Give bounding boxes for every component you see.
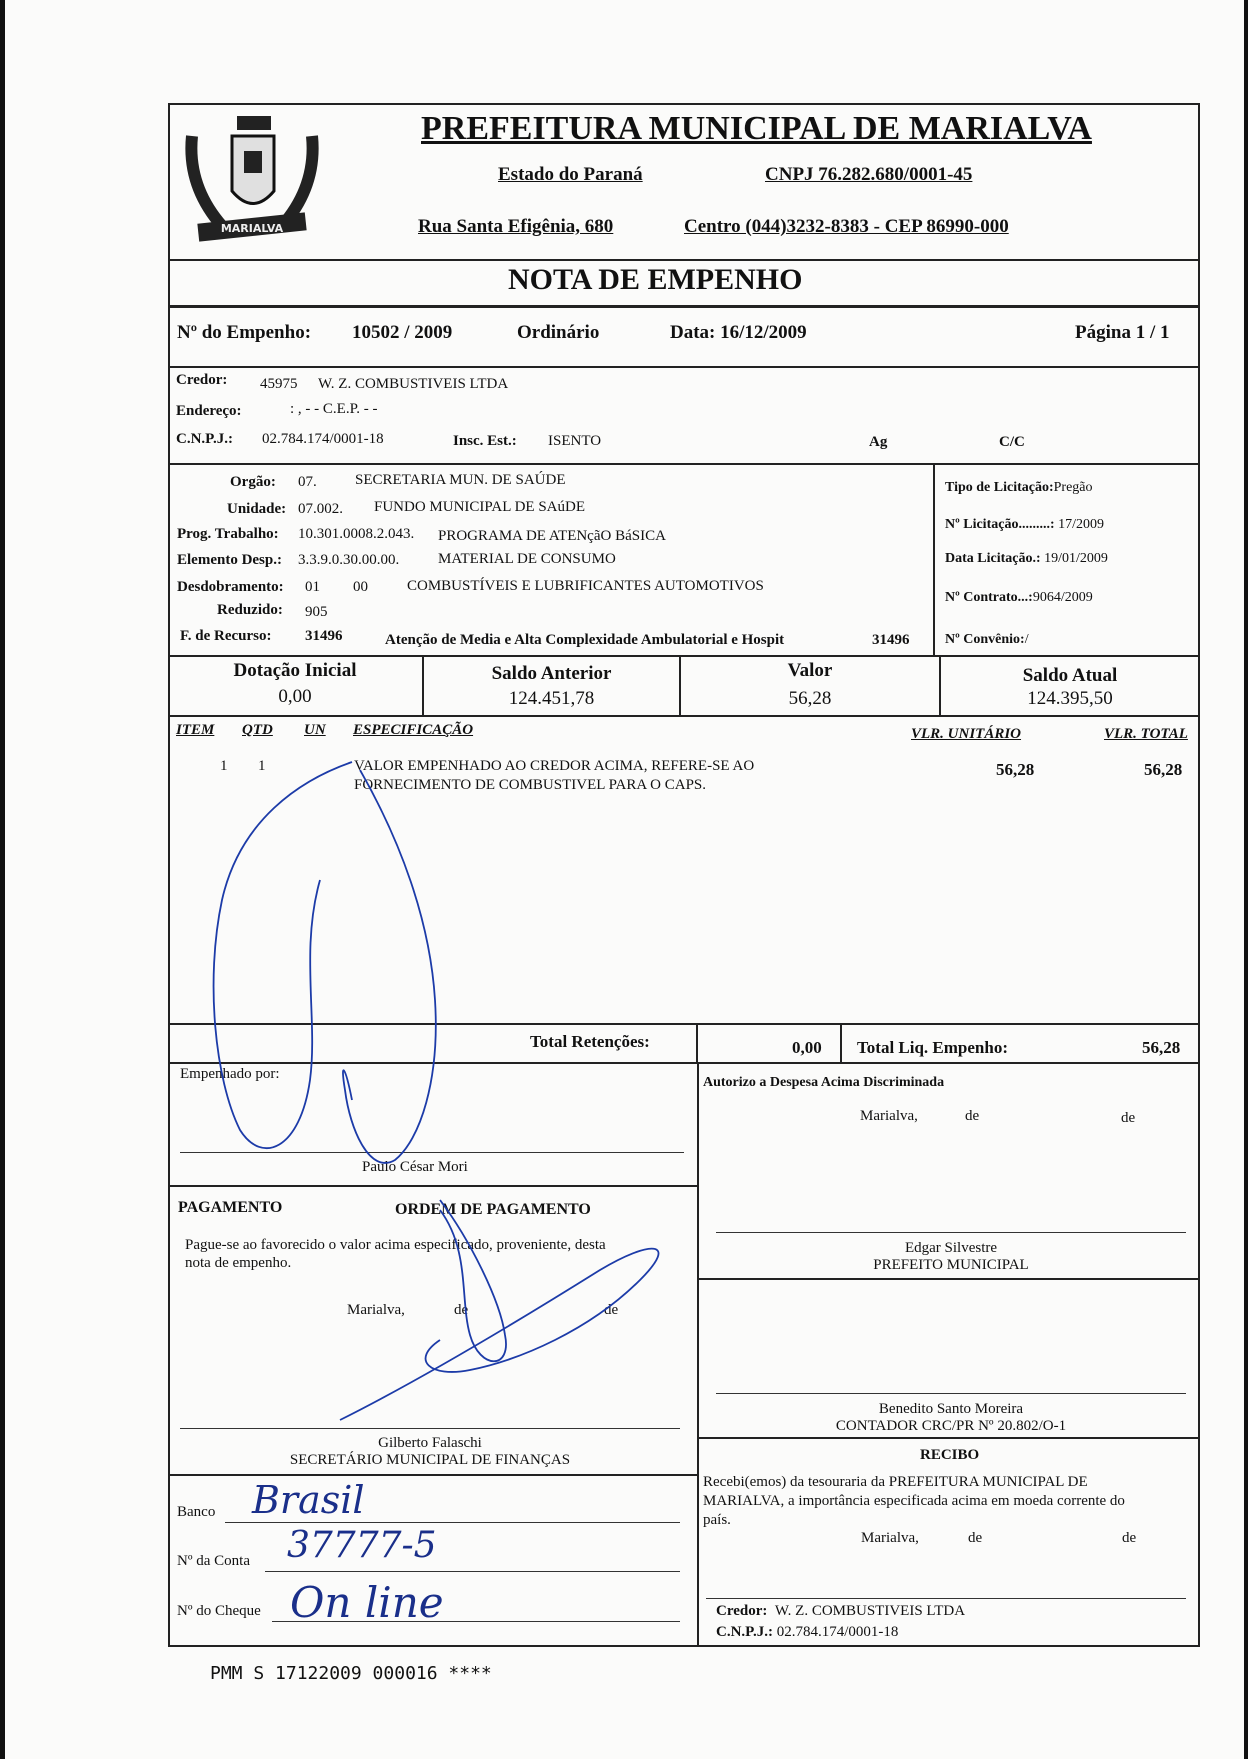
pagamento-signer: Gilberto Falaschi [378,1435,482,1451]
saldo-anterior-value: 124.451,78 [508,688,595,709]
col-total: VLR. TOTAL [1104,726,1188,742]
state-label: Estado do Paraná [498,164,643,185]
pagamento-label: PAGAMENTO [178,1199,283,1216]
orgao-label: Orgão: [230,474,276,490]
address-label: Endereço: [176,403,242,419]
cc-label: C/C [999,434,1025,450]
col-item: ITEM [176,722,215,738]
page-title: PREFEITURA MUNICIPAL DE MARIALVA [421,110,1092,147]
prog-code: 10.301.0008.2.043. [298,526,415,542]
recibo-text-2: MARIALVA, a importância especificada acima em moeda corrente do [703,1493,1125,1509]
total-retencoes-value: 0,00 [792,1038,822,1057]
recibo-cnpj-label: C.N.P.J.: [716,1624,773,1640]
recurso-label: F. de Recurso: [180,628,272,644]
credor-name: W. Z. COMBUSTIVEIS LTDA [318,376,509,392]
insc-label: Insc. Est.: [453,433,517,449]
municipal-crest-icon [182,106,322,256]
credor-cnpj: 02.784.174/0001-18 [262,431,384,447]
empenho-type: Ordinário [517,322,600,343]
recibo-credor: W. Z. COMBUSTIVEIS LTDA [774,1603,966,1619]
recibo-label: RECIBO [920,1447,980,1463]
recibo-text-3: país. [703,1512,731,1528]
elem-code: 3.3.9.0.30.00.00. [298,552,400,568]
pagamento-signer-role: SECRETÁRIO MUNICIPAL DE FINANÇAS [289,1452,571,1468]
convenio-label: Nº Convênio: [945,632,1025,647]
pagamento-text-1: Pague-se ao favorecido o valor acima especificado, proveniente, desta [185,1237,606,1253]
autorizo-de-1: de [965,1108,980,1124]
desd-name: COMBUSTÍVEIS E LUBRIFICANTES AUTOMOTIVOS [407,578,764,594]
col-spec: ESPECIFICAÇÃO [353,722,474,738]
ag-label: Ag [869,434,888,450]
autorizo-label: Autorizo a Despesa Acima Discriminada [703,1075,945,1090]
col-unit: VLR. UNITÁRIO [911,726,1022,742]
conta-handwritten: 37777-5 [287,1525,437,1566]
unidade-code: 07.002. [298,501,343,517]
footer-code: PMM S 17122009 000016 **** [210,1663,492,1684]
cheque-label: Nº do Cheque [177,1603,261,1619]
saldo-atual-value: 124.395,50 [1027,688,1113,709]
total-liq-value: 56,28 [1142,1038,1181,1057]
banco-handwritten: Brasil [252,1478,365,1522]
orgao-code: 07. [298,474,317,490]
credor-address: : , - - C.E.P. - - [290,401,378,417]
contact-header: Centro (044)3232-8383 - CEP 86990-000 [684,216,1009,237]
col-un: UN [304,722,326,738]
cnpj-header: CNPJ 76.282.680/0001-45 [765,164,973,185]
empenhado-label: Empenhado por: [180,1066,280,1082]
autorizo-place: Marialva, [860,1108,918,1124]
pagamento-de-2: de [604,1302,619,1318]
item-spec-line2: FORNECIMENTO DE COMBUSTIVEL PARA O CAPS. [354,777,707,793]
credor-code: 45975 [260,376,298,392]
num-licitacao-value: 17/2009 [1058,517,1104,532]
reduzido-value: 905 [305,604,328,620]
empenho-date: Data: 16/12/2009 [670,322,807,343]
recibo-credor-label: Credor: [716,1603,768,1619]
address-header: Rua Santa Efigênia, 680 [418,216,614,237]
pagamento-place: Marialva, [347,1302,405,1318]
page-number: Página 1 / 1 [1075,322,1170,343]
contrato-label: Nº Contrato...: [945,590,1033,605]
saldo-atual-label: Saldo Atual [1022,665,1118,686]
tipo-licitacao-value: Pregão [1053,480,1093,495]
recibo-de-2: de [1122,1530,1137,1546]
unidade-name: FUNDO MUNICIPAL DE SAúDE [374,499,585,515]
dotacao-value: 0,00 [278,686,312,707]
desd-b: 00 [353,579,368,595]
document-title: NOTA DE EMPENHO [508,263,803,296]
convenio-value: / [1024,632,1029,647]
dotacao-label: Dotação Inicial [233,660,357,681]
cheque-handwritten: On line [290,1578,444,1627]
recibo-de-1: de [968,1530,983,1546]
prefeito-role: PREFEITO MUNICIPAL [873,1257,1029,1273]
valor-value: 56,28 [788,688,832,709]
prefeito-name: Edgar Silvestre [904,1240,998,1256]
saldo-anterior-label: Saldo Anterior [491,663,612,684]
conta-label: Nº da Conta [177,1553,250,1569]
item-total-value: 56,28 [1144,760,1183,779]
contrato-value: 9064/2009 [1032,590,1093,605]
desd-a: 01 [305,579,320,595]
total-retencoes-label: Total Retenções: [530,1032,650,1051]
data-licitacao-label: Data Licitação.: [945,551,1041,566]
total-liq-label: Total Liq. Empenho: [857,1038,1008,1057]
elem-name: MATERIAL DE CONSUMO [438,551,616,567]
elem-label: Elemento Desp.: [177,552,282,568]
contador-name: Benedito Santo Moreira [878,1401,1024,1417]
reduzido-label: Reduzido: [217,602,283,618]
unidade-label: Unidade: [227,501,287,517]
valor-label: Valor [787,660,833,681]
autorizo-de-2: de [1121,1110,1136,1126]
recurso-code-2: 31496 [872,632,910,648]
item-unit-value: 56,28 [996,760,1035,779]
pagamento-text-2: nota de empenho. [185,1255,292,1271]
recibo-cnpj: 02.784.174/0001-18 [776,1624,899,1640]
scan-edge-right [1244,0,1248,1759]
recurso-code: 31496 [305,628,343,644]
item-spec-line1: VALOR EMPENHADO AO CREDOR ACIMA, REFERE-SE AO [354,758,755,774]
recibo-text-1: Recebi(emos) da tesouraria da PREFEITURA MUNICIPAL DE [703,1474,1088,1490]
item-qtd: 1 [258,758,266,774]
contador-role: CONTADOR CRC/PR Nº 20.802/O-1 [835,1418,1067,1434]
recibo-place: Marialva, [861,1530,919,1546]
ordem-pagamento-label: ORDEM DE PAGAMENTO [395,1201,591,1218]
empenhado-name: Paulo César Mori [362,1159,468,1175]
num-licitacao-label: Nº Licitação.........: [945,517,1055,532]
orgao-name: SECRETARIA MUN. DE SAÚDE [355,472,566,488]
credor-label: Credor: [176,372,228,388]
col-qtd: QTD [242,722,273,738]
desd-label: Desdobramento: [177,579,284,595]
scan-edge-left [0,0,5,1759]
prog-label: Prog. Trabalho: [177,526,279,542]
banco-label: Banco [177,1504,216,1520]
empenho-number: 10502 / 2009 [352,322,453,343]
prog-name: PROGRAMA DE ATENçãO BáSICA [438,528,666,544]
credor-cnpj-label: C.N.P.J.: [176,431,233,447]
data-licitacao-value: 19/01/2009 [1044,551,1108,566]
tipo-licitacao-label: Tipo de Licitação: [945,480,1054,495]
svg-text:MARIALVA: MARIALVA [220,222,284,235]
recurso-name: Atenção de Media e Alta Complexidade Ambulatorial e Hospit [385,632,785,648]
empenho-number-label: Nº do Empenho: [177,322,312,343]
pagamento-de-1: de [454,1302,469,1318]
item-number: 1 [220,758,228,774]
insc-value: ISENTO [548,433,602,449]
